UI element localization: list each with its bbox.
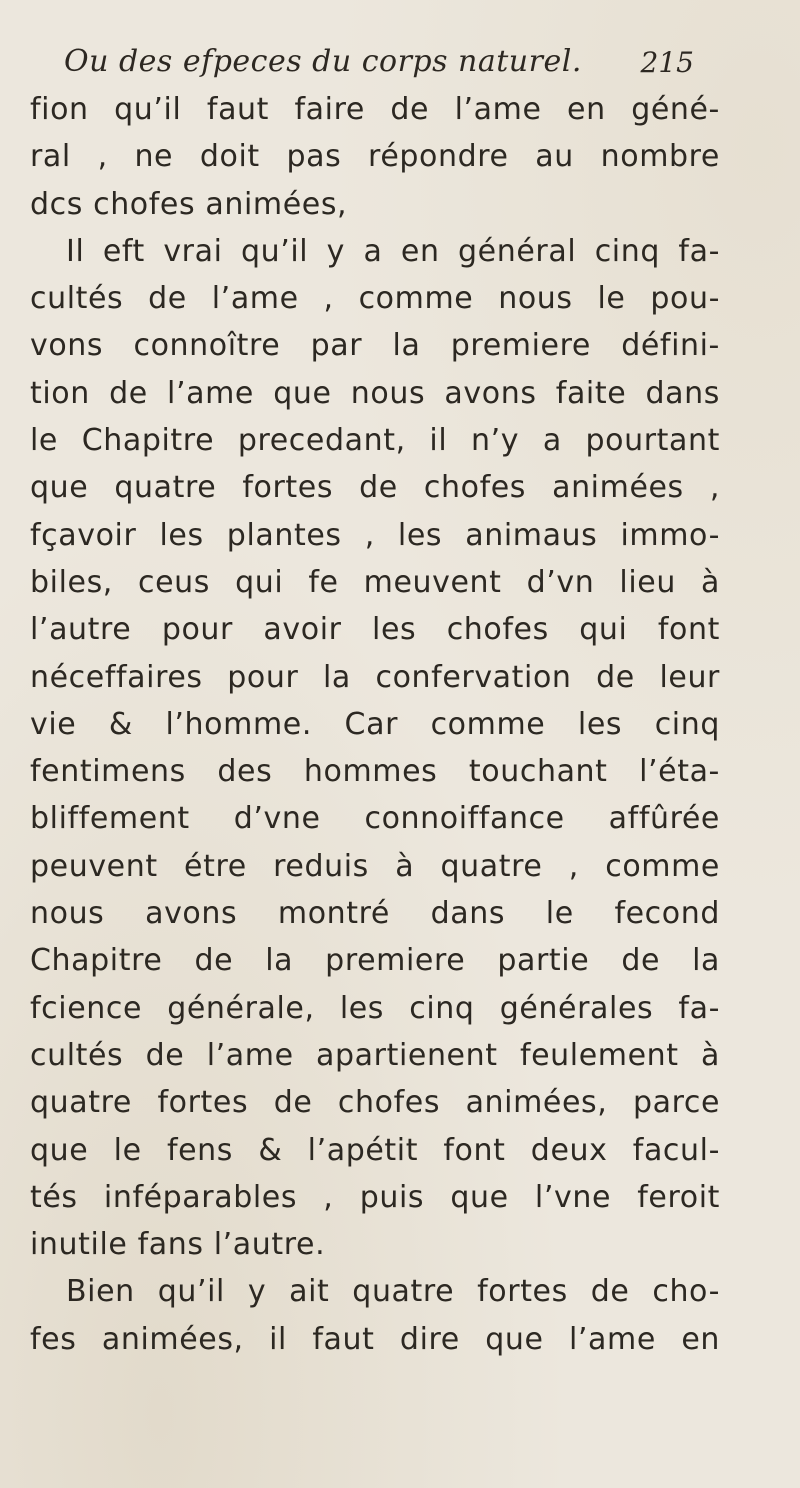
text-line: peuvent étre reduis à quatre , comme [30, 848, 720, 884]
text-line: biles, ceus qui fe meuvent d’vn lieu à [30, 564, 720, 600]
text-line: cultés de l’ame , comme nous le pou- [30, 281, 720, 317]
text-line: inutile fans l’autre. [30, 1227, 326, 1263]
text-line: bliffement d’vne connoiffance affûrée [30, 801, 720, 837]
text-line: ral , ne doit pas répondre au nombre [30, 139, 720, 175]
text-line: le Chapitre precedant, il n’y a pourtant [30, 423, 720, 459]
page-header [64, 38, 694, 88]
text-line: l’autre pour avoir les chofes qui font [30, 612, 720, 648]
text-line: fion qu’il faut faire de l’ame en géné- [30, 92, 720, 127]
text-line: néceffaires pour la confervation de leur [30, 659, 720, 695]
text-line: tion de l’ame que nous avons faite dans [30, 375, 720, 411]
text-line: que le fens & l’apétit font deux facul- [30, 1132, 720, 1168]
text-line: Il eft vrai qu’il y a en général cinq fa- [66, 233, 720, 269]
text-line: fcience générale, les cinq générales fa- [30, 990, 720, 1026]
text-line: vie & l’homme. Car comme les cinq [30, 706, 720, 742]
running-title: Ou des efpeces du corps naturel. [64, 44, 582, 79]
text-line: que quatre fortes de chofes animées , [30, 470, 720, 506]
text-line: nous avons montré dans le fecond [30, 896, 720, 932]
text-line: vons connoître par la premiere défini- [30, 328, 720, 364]
text-line: tés inféparables , puis que l’vne feroit [30, 1179, 720, 1215]
body-text [30, 86, 720, 1363]
text-line: quatre fortes de chofes animées, parce [30, 1085, 720, 1121]
page-number: 215 [640, 46, 694, 79]
text-line: cultés de l’ame apartienent feulement à [30, 1037, 720, 1073]
text-line: dcs chofes animées, [30, 186, 348, 222]
text-line: fçavoir les plantes , les animaus immo- [30, 517, 720, 553]
text-line: Chapitre de la premiere partie de la [30, 943, 720, 979]
text-line: Bien qu’il y ait quatre fortes de cho- [66, 1274, 720, 1310]
text-line: fes animées, il faut dire que l’ame en [30, 1321, 720, 1357]
text-line: fentimens des hommes touchant l’éta- [30, 754, 720, 790]
